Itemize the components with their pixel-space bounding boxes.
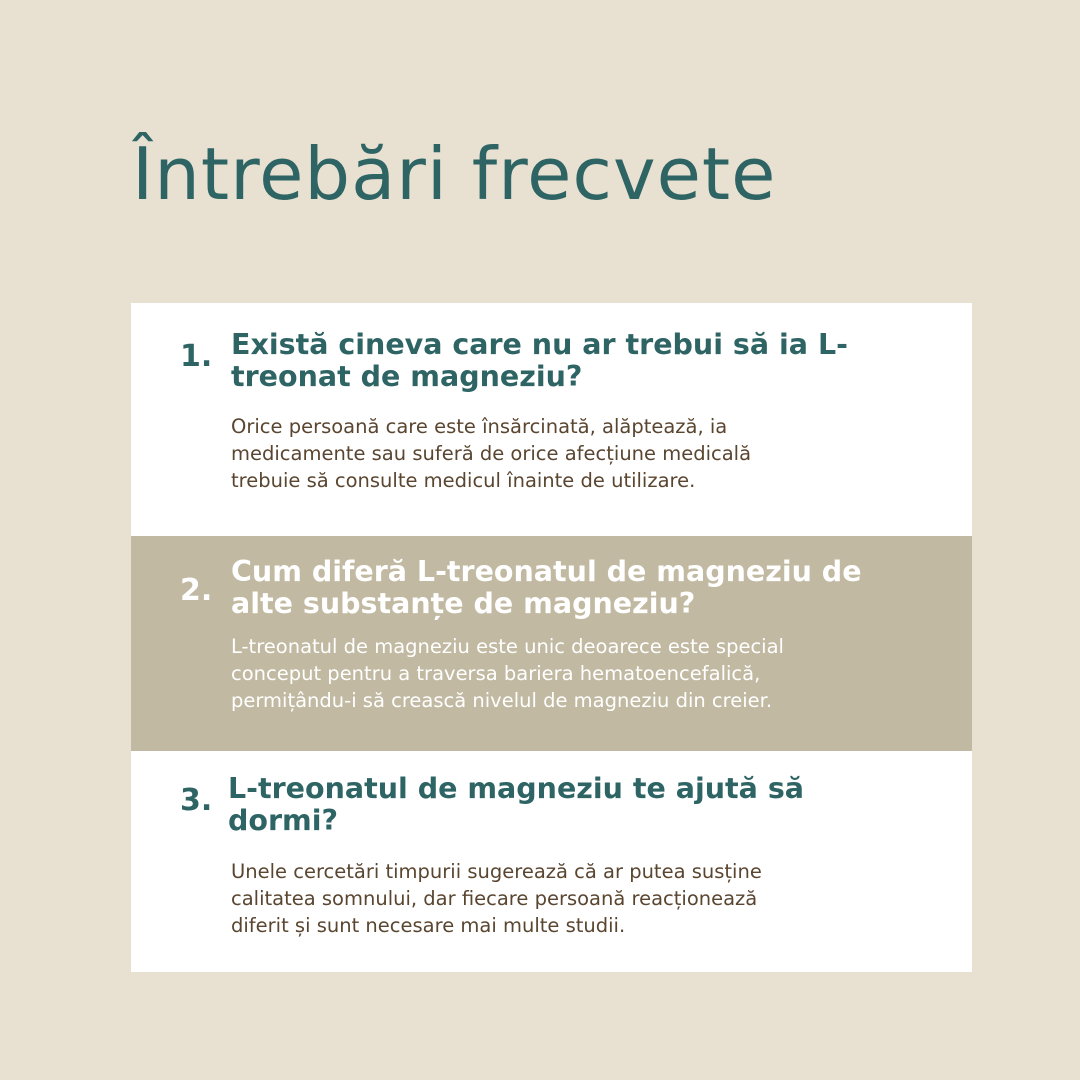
faq-item-3 [131,751,972,972]
faq-question-3-line-2: dormi? [228,804,339,837]
faq-answer-3-line-3: diferit și sunt necesare mai multe studii. [231,914,626,937]
faq-answer-2-line-1: L-treonatul de magneziu este unic deoarece este special [231,635,784,658]
faq-list [131,303,972,972]
faq-number-1: 1. [180,339,213,374]
faq-item-1 [131,303,972,536]
faq-number-2: 2. [180,573,213,608]
faq-answer-1-line-1: Orice persoană care este însărcinată, alăptează, ia [231,415,728,438]
faq-question-2 [231,556,931,620]
faq-question-2-line-2: alte substanțe de magneziu? [231,587,696,620]
faq-answer-2-line-3: permițându-i să crească nivelul de magneziu din creier. [231,689,773,712]
faq-answer-3 [231,858,931,939]
faq-question-1-line-1: Există cineva care nu ar trebui să ia L- [231,328,848,361]
faq-answer-2 [231,633,951,714]
faq-answer-3-line-2: calitatea somnului, dar fiecare persoană reacționează [231,887,758,910]
faq-answer-1-line-2: medicamente sau suferă de orice afecțiune medicală [231,442,752,465]
faq-item-2 [131,536,972,751]
faq-answer-1 [231,413,931,494]
faq-question-2-line-1: Cum diferă L-treonatul de magneziu de [231,555,862,588]
faq-answer-1-line-3: trebuie să consulte medicul înainte de utilizare. [231,469,696,492]
page-title: Întrebări frecvete [132,132,777,216]
faq-question-3 [228,773,928,837]
faq-answer-2-line-2: conceput pentru a traversa bariera hematoencefalică, [231,662,761,685]
faq-question-3-line-1: L-treonatul de magneziu te ajută să [228,772,805,805]
faq-answer-3-line-1: Unele cercetări timpurii sugerează că ar putea susține [231,860,762,883]
faq-number-3: 3. [180,783,213,818]
faq-question-1 [231,329,931,393]
faq-question-1-line-2: treonat de magneziu? [231,360,583,393]
